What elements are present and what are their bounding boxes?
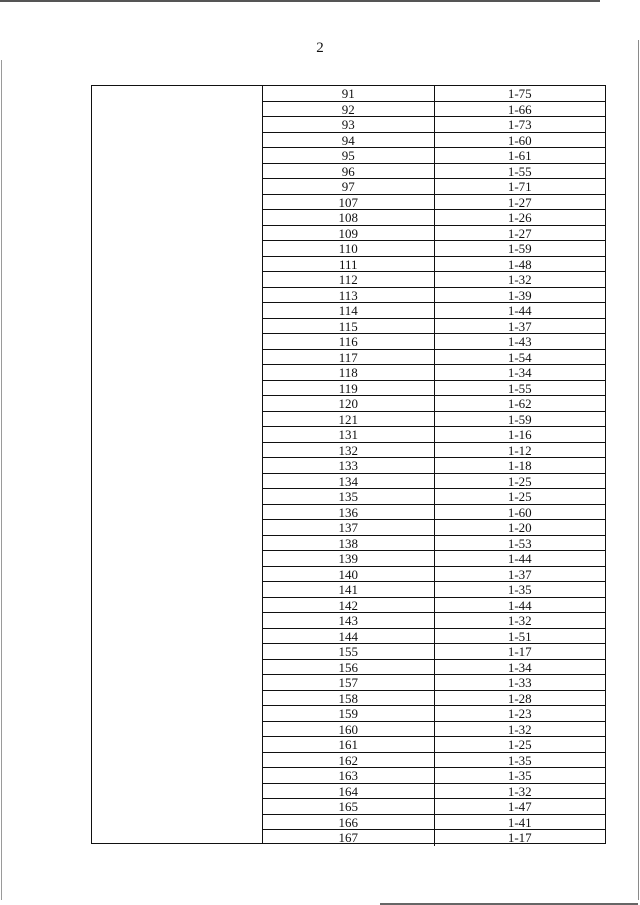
table-row xyxy=(263,753,605,769)
table-row xyxy=(263,226,605,242)
row-range-cell: 1-18 xyxy=(507,458,532,473)
row-number-cell: 157 xyxy=(263,675,435,690)
table-row xyxy=(263,567,605,583)
table-row xyxy=(263,520,605,536)
row-number-cell: 162 xyxy=(263,753,435,768)
row-number-cell: 115 xyxy=(263,319,435,334)
table-row xyxy=(263,505,605,521)
row-range-cell: 1-17 xyxy=(507,644,532,659)
row-range-cell: 1-26 xyxy=(507,210,532,225)
row-range-cell: 1-25 xyxy=(507,489,532,504)
row-number-cell: 121 xyxy=(263,412,435,427)
row-number-cell: 120 xyxy=(263,396,435,411)
table-row xyxy=(263,675,605,691)
row-range-cell: 1-35 xyxy=(507,768,532,783)
row-range-cell: 1-61 xyxy=(507,148,532,163)
row-number-cell: 159 xyxy=(263,706,435,721)
row-range-cell: 1-37 xyxy=(507,566,532,582)
row-number-cell: 163 xyxy=(263,768,435,783)
data-table xyxy=(91,85,606,844)
row-range-cell: 1-47 xyxy=(507,799,532,814)
row-number-cell: 143 xyxy=(263,613,435,628)
table-row xyxy=(263,164,605,180)
table-row xyxy=(263,629,605,645)
table-row xyxy=(263,737,605,753)
row-range-cell: 1-43 xyxy=(507,334,532,349)
row-range-cell: 1-60 xyxy=(507,132,532,148)
row-range-cell: 1-32 xyxy=(507,613,532,628)
row-number-cell: 141 xyxy=(263,582,435,597)
table-row xyxy=(263,334,605,350)
table-row xyxy=(263,474,605,490)
row-range-cell: 1-32 xyxy=(507,721,532,737)
row-range-cell: 1-71 xyxy=(507,179,532,194)
row-range-cell: 1-41 xyxy=(507,814,532,830)
table-row xyxy=(263,443,605,459)
row-number-cell: 139 xyxy=(263,551,435,566)
table-row xyxy=(263,427,605,443)
row-number-cell: 165 xyxy=(263,799,435,814)
row-number-cell: 133 xyxy=(263,458,435,473)
table-row xyxy=(263,257,605,273)
row-number-cell: 131 xyxy=(263,427,435,442)
row-range-cell: 1-33 xyxy=(507,675,532,690)
row-number-cell: 167 xyxy=(263,830,435,846)
row-range-cell: 1-27 xyxy=(507,225,532,241)
row-range-cell: 1-32 xyxy=(507,272,532,287)
row-range-cell: 1-75 xyxy=(507,86,532,101)
row-range-cell: 1-23 xyxy=(507,706,532,721)
row-number-cell: 114 xyxy=(263,303,435,318)
table-row xyxy=(263,412,605,428)
table-row xyxy=(263,598,605,614)
scan-border-top xyxy=(0,0,600,2)
row-range-cell: 1-44 xyxy=(507,597,532,613)
row-range-cell: 1-28 xyxy=(507,690,532,706)
row-number-cell: 138 xyxy=(263,536,435,551)
table-row xyxy=(263,381,605,397)
row-number-cell: 116 xyxy=(263,334,435,349)
row-range-cell: 1-37 xyxy=(507,318,532,334)
table-row xyxy=(263,458,605,474)
row-range-cell: 1-27 xyxy=(507,194,532,210)
row-number-cell: 113 xyxy=(263,288,435,303)
row-range-cell: 1-55 xyxy=(507,380,532,396)
row-number-cell: 166 xyxy=(263,815,435,830)
table-row xyxy=(263,768,605,784)
row-range-cell: 1-44 xyxy=(507,551,532,566)
row-range-cell: 1-54 xyxy=(507,349,532,365)
row-range-cell: 1-34 xyxy=(507,659,532,675)
row-range-cell: 1-17 xyxy=(507,830,532,845)
row-range-cell: 1-16 xyxy=(507,427,532,442)
table-row xyxy=(263,613,605,629)
table-row xyxy=(263,179,605,195)
row-range-cell: 1-59 xyxy=(507,241,532,256)
row-range-cell: 1-35 xyxy=(507,752,532,768)
row-number-cell: 144 xyxy=(263,629,435,644)
row-range-cell: 1-55 xyxy=(507,163,532,179)
row-range-cell: 1-59 xyxy=(507,411,532,427)
row-number-cell: 164 xyxy=(263,784,435,799)
row-number-cell: 94 xyxy=(263,133,435,148)
table-row xyxy=(263,396,605,412)
row-number-cell: 156 xyxy=(263,660,435,675)
row-number-cell: 161 xyxy=(263,737,435,752)
table-row xyxy=(263,319,605,335)
row-number-cell: 140 xyxy=(263,567,435,582)
row-number-cell: 142 xyxy=(263,598,435,613)
row-number-cell: 112 xyxy=(263,272,435,287)
table-row xyxy=(263,722,605,738)
table-row xyxy=(263,660,605,676)
table-row xyxy=(263,536,605,552)
table-row xyxy=(263,133,605,149)
row-range-cell: 1-60 xyxy=(507,504,532,520)
row-number-cell: 97 xyxy=(263,179,435,194)
row-range-cell: 1-62 xyxy=(507,396,532,411)
row-number-cell: 109 xyxy=(263,226,435,241)
row-range-cell: 1-39 xyxy=(507,287,532,303)
table-row xyxy=(263,241,605,257)
table-row xyxy=(263,272,605,288)
row-number-cell: 108 xyxy=(263,210,435,225)
row-number-cell: 160 xyxy=(263,722,435,737)
row-range-cell: 1-53 xyxy=(507,535,532,551)
row-number-cell: 137 xyxy=(263,520,435,535)
table-row xyxy=(263,350,605,366)
row-number-cell: 93 xyxy=(263,117,435,132)
empty-left-column xyxy=(92,86,263,843)
row-number-cell: 91 xyxy=(263,86,435,101)
row-number-cell: 107 xyxy=(263,195,435,210)
row-range-cell: 1-66 xyxy=(507,101,532,117)
row-number-cell: 136 xyxy=(263,505,435,520)
table-row xyxy=(263,582,605,598)
row-number-cell: 119 xyxy=(263,381,435,396)
table-row xyxy=(263,551,605,567)
table-row xyxy=(263,210,605,226)
row-range-cell: 1-48 xyxy=(507,256,532,272)
table-row xyxy=(263,799,605,815)
table-row xyxy=(263,489,605,505)
table-row xyxy=(263,86,605,102)
row-range-cell: 1-25 xyxy=(507,737,532,752)
row-range-cell: 1-32 xyxy=(507,783,532,799)
row-range-cell: 1-12 xyxy=(507,442,532,458)
table-row xyxy=(263,644,605,660)
row-number-cell: 118 xyxy=(263,365,435,380)
table-row xyxy=(263,830,605,846)
row-number-cell: 135 xyxy=(263,489,435,504)
table-row xyxy=(263,691,605,707)
row-number-cell: 110 xyxy=(263,241,435,256)
row-number-cell: 96 xyxy=(263,164,435,179)
row-number-cell: 117 xyxy=(263,350,435,365)
row-range-cell: 1-44 xyxy=(507,303,532,318)
row-range-cell: 1-34 xyxy=(507,365,532,380)
table-row xyxy=(263,195,605,211)
row-range-cell: 1-20 xyxy=(507,520,532,535)
table-row xyxy=(263,706,605,722)
row-number-cell: 95 xyxy=(263,148,435,163)
table-row xyxy=(263,303,605,319)
scan-border-left xyxy=(1,60,2,900)
table-row xyxy=(263,365,605,381)
table-row xyxy=(263,815,605,831)
row-number-cell: 158 xyxy=(263,691,435,706)
table-row xyxy=(263,784,605,800)
table-row xyxy=(263,102,605,118)
scan-border-right xyxy=(638,40,639,900)
table-row xyxy=(263,148,605,164)
row-number-cell: 92 xyxy=(263,102,435,117)
row-range-cell: 1-35 xyxy=(507,582,532,597)
page-number: 2 xyxy=(316,40,324,56)
table-row xyxy=(263,288,605,304)
row-number-cell: 134 xyxy=(263,474,435,489)
table-row xyxy=(263,117,605,133)
row-number-cell: 111 xyxy=(263,257,435,272)
row-number-cell: 132 xyxy=(263,443,435,458)
table-rows xyxy=(263,86,605,846)
row-range-cell: 1-25 xyxy=(507,473,532,489)
row-range-cell: 1-51 xyxy=(507,628,532,644)
row-number-cell: 155 xyxy=(263,644,435,659)
row-range-cell: 1-73 xyxy=(507,117,532,132)
